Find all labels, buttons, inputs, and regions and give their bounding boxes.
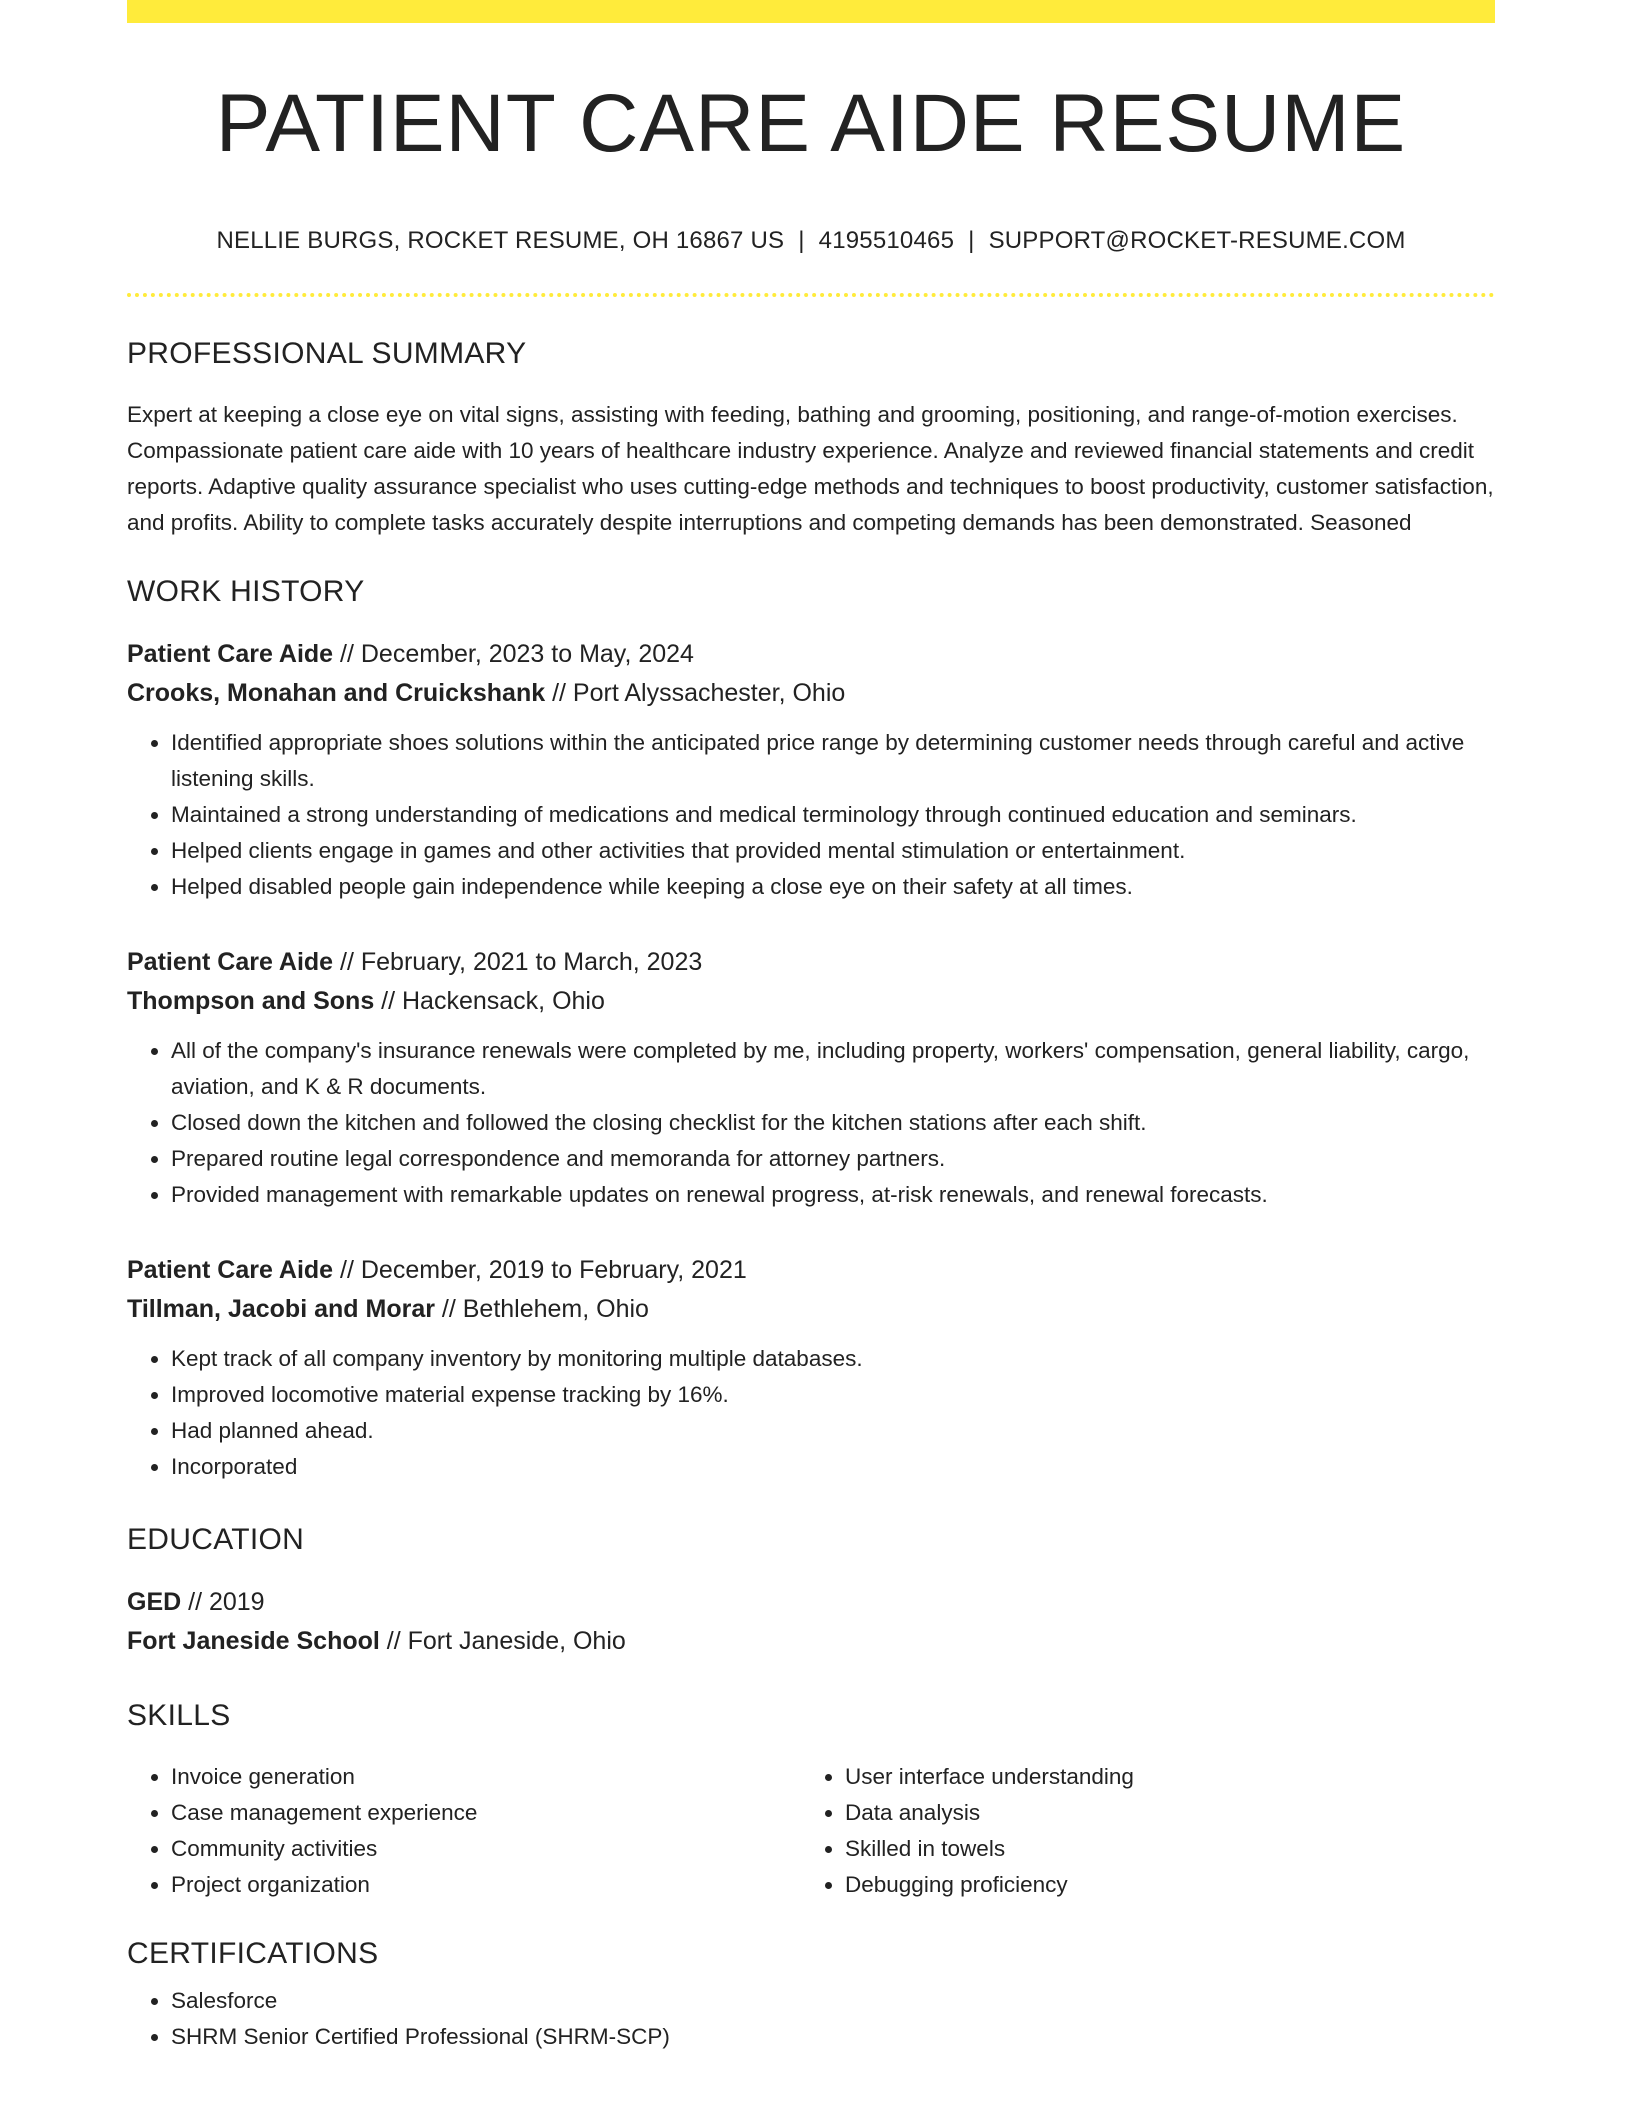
job-title-line xyxy=(127,943,1495,982)
education-heading: EDUCATION xyxy=(127,1523,305,1556)
education-degree-line xyxy=(127,1583,1495,1622)
job-entry xyxy=(127,635,1495,905)
skill-item: • Invoice generation xyxy=(171,1759,801,1795)
job-bullets xyxy=(127,1033,1495,1213)
job-title-line xyxy=(127,1251,1495,1290)
education-location: // Fort Janeside, Ohio xyxy=(379,1627,626,1655)
job-title-line xyxy=(127,635,1495,674)
job-entry xyxy=(127,943,1495,1213)
job-dates: // December, 2023 to May, 2024 xyxy=(333,640,694,668)
job-company: Thompson and Sons xyxy=(127,987,375,1015)
contact-separator: | xyxy=(968,227,975,254)
job-bullets xyxy=(127,725,1495,905)
contact-separator: | xyxy=(798,227,805,254)
job-location: // Port Alyssachester, Ohio xyxy=(545,679,846,707)
job-bullet: • Helped clients engage in games and other activities that provided mental stimulation or entertainment. xyxy=(171,833,1495,869)
contact-address: NELLIE BURGS, ROCKET RESUME, OH 16867 US xyxy=(216,227,785,254)
skills-list-right xyxy=(801,1759,1475,1903)
education-degree: GED xyxy=(127,1588,182,1616)
job-dates: // February, 2021 to March, 2023 xyxy=(333,948,703,976)
education-school-line xyxy=(127,1622,1495,1661)
job-bullet: • Closed down the kitchen and followed the closing checklist for the kitchen stations after each shift. xyxy=(171,1105,1495,1141)
skill-item: • Community activities xyxy=(171,1831,801,1867)
job-company: Crooks, Monahan and Cruickshank xyxy=(127,679,546,707)
job-company: Tillman, Jacobi and Morar xyxy=(127,1295,435,1323)
job-bullet: • Prepared routine legal correspondence and memoranda for attorney partners. xyxy=(171,1141,1495,1177)
job-bullets xyxy=(127,1341,1495,1485)
job-entry xyxy=(127,1251,1495,1485)
skills-heading: SKILLS xyxy=(127,1699,231,1732)
job-location: // Bethlehem, Ohio xyxy=(434,1295,649,1323)
job-bullet: • Improved locomotive material expense tracking by 16%. xyxy=(171,1377,1495,1413)
education-year: // 2019 xyxy=(181,1588,265,1616)
job-bullet: • Kept track of all company inventory by monitoring multiple databases. xyxy=(171,1341,1495,1377)
skill-item: • Debugging proficiency xyxy=(845,1867,1475,1903)
skill-item: • Case management experience xyxy=(171,1795,801,1831)
job-title: Patient Care Aide xyxy=(127,640,334,668)
summary-text: Expert at keeping a close eye on vital signs, assisting with feeding, bathing and grooming, positioning, and range-of-motion exercises. Compassionate patient care aide with 10 years of healthcare industry experience. Analyze and reviewed financial statements and credit reports. Adaptive quality assurance specialist who uses cutting-edge methods and techniques to boost productivity, customer satisfaction, and profits. Ability to complete tasks accurately despite interruptions and competing demands has been demonstrated. Seasoned xyxy=(127,402,1494,535)
contact-line xyxy=(127,227,1495,255)
skill-item: • Project organization xyxy=(171,1867,801,1903)
job-title: Patient Care Aide xyxy=(127,1256,334,1284)
job-title: Patient Care Aide xyxy=(127,948,334,976)
education-school: Fort Janeside School xyxy=(127,1627,380,1655)
skill-item: • Data analysis xyxy=(845,1795,1475,1831)
job-bullet: • Maintained a strong understanding of medications and medical terminology through continued education and seminars. xyxy=(171,797,1495,833)
job-company-line xyxy=(127,1290,1495,1329)
job-bullet: • Identified appropriate shoes solutions within the anticipated price range by determining customer needs through careful and active listening skills. xyxy=(171,725,1495,797)
job-bullet: • Had planned ahead. xyxy=(171,1413,1495,1449)
accent-top-bar xyxy=(127,0,1495,23)
resume-page xyxy=(127,0,1495,2055)
job-company-line xyxy=(127,674,1495,713)
certifications-heading: CERTIFICATIONS xyxy=(127,1937,379,1970)
education-entry xyxy=(127,1583,1495,1661)
dotted-divider xyxy=(127,293,1495,297)
job-company-line xyxy=(127,982,1495,1021)
contact-phone: 4195510465 xyxy=(818,227,955,254)
certification-item: • Salesforce xyxy=(171,1983,1495,2019)
skills-grid xyxy=(127,1759,1495,1903)
skills-list-left xyxy=(127,1759,801,1903)
summary-heading: PROFESSIONAL SUMMARY xyxy=(127,337,527,370)
job-location: // Hackensack, Ohio xyxy=(374,987,605,1015)
job-bullet: • All of the company's insurance renewals were completed by me, including property, workers' compensation, general liability, cargo, aviation, and K & R documents. xyxy=(171,1033,1495,1105)
contact-email: SUPPORT@ROCKET-RESUME.COM xyxy=(988,227,1406,254)
job-bullet: • Helped disabled people gain independence while keeping a close eye on their safety at all times. xyxy=(171,869,1495,905)
resume-title: PATIENT CARE AIDE RESUME xyxy=(215,78,1407,169)
certification-item: • SHRM Senior Certified Professional (SHRM-SCP) xyxy=(171,2019,1495,2055)
work-history-heading: WORK HISTORY xyxy=(127,575,365,608)
job-dates: // December, 2019 to February, 2021 xyxy=(333,1256,747,1284)
skill-item: • User interface understanding xyxy=(845,1759,1475,1795)
job-bullet: • Incorporated xyxy=(171,1449,1495,1485)
certifications-list xyxy=(127,1983,1495,2055)
job-bullet: • Provided management with remarkable updates on renewal progress, at-risk renewals, and renewal forecasts. xyxy=(171,1177,1495,1213)
skill-item: • Skilled in towels xyxy=(845,1831,1475,1867)
